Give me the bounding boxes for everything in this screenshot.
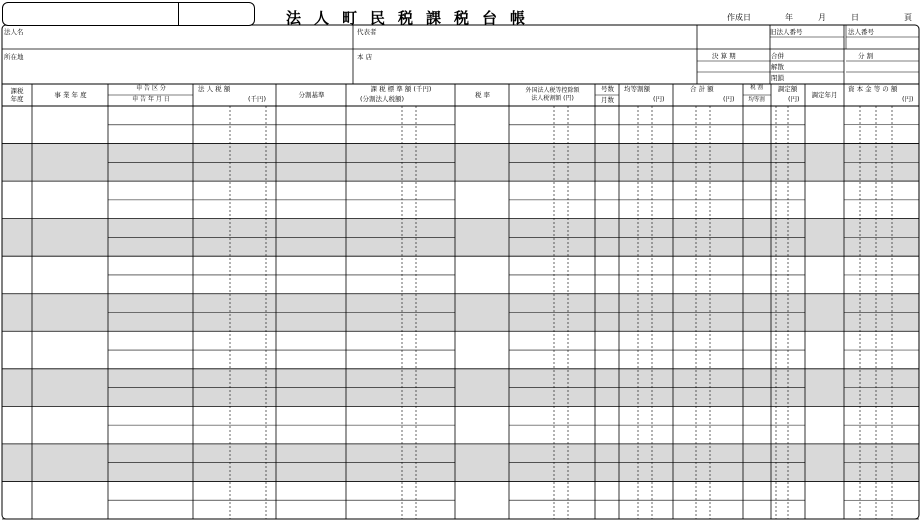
fiscal-term-label: 決 算 期 [712,52,736,60]
status-closure: 閉鎖 [771,74,784,82]
foreign-tax-header-1: 外国法人税等控除額 [525,87,580,94]
business-year-header: 事 業 年 度 [54,91,87,99]
foreign-tax-header-2: 法人税割額 (円) [531,95,574,102]
filing-type-header: 申 告 区 分 [136,85,166,92]
assessed-month-header: 調定年月 [811,91,838,99]
total-unit: (円) [723,95,735,103]
top-box-divider [178,3,179,25]
tax-rate-header: 税 率 [474,91,491,99]
status-dissolution: 解散 [771,63,784,71]
tax-year-header-1: 課税 [10,87,24,95]
class-no-header: 号数 [601,85,614,93]
form-title: 法人町民税課税台帳 [286,9,539,27]
filing-date-header: 申 告 年 月 日 [132,96,170,103]
per-capita-header: 均等割額 [624,85,650,93]
page-label: 頁 [904,13,912,22]
corp-no-label: 法人番号 [848,28,874,36]
per-capita-unit: (円) [653,95,665,103]
top-left-box [2,2,255,26]
created-date-label: 作成日 [727,13,751,22]
assessed-header: 調定額 [777,85,798,93]
assessed-unit: (円) [788,95,800,103]
total-header: 合 計 額 [690,85,714,93]
status-merger: 合併 [771,52,784,60]
old-corp-no-label: 旧法人番号 [770,28,803,36]
per-capita-split-header: 均等割 [748,97,765,103]
capital-unit: (円) [902,95,914,103]
corp-name-label: 法人名 [4,28,24,36]
corp-tax-split-header: 税 割 [750,85,763,91]
day-label: 日 [851,13,859,22]
month-label: 月 [818,13,826,22]
address-label: 所在地 [4,53,24,61]
head-office-label: 本 店 [357,53,373,61]
division-basis-header: 分割基準 [298,91,325,99]
year-label: 年 [785,13,793,22]
corp-tax-unit: (千円) [248,95,267,103]
capital-header: 資 本 金 等 の 額 [848,85,898,93]
tax-base-sub-header: (分割法人税額) [360,95,405,103]
division-label: 分 割 [858,52,874,60]
representative-label: 代表者 [357,28,377,36]
tax-base-header: 課 税 標 準 額 (千円) [370,85,432,93]
months-header: 月数 [601,96,614,104]
tax-year-header-2: 年度 [10,95,24,103]
corp-tax-header: 法 人 税 額 [198,85,231,93]
